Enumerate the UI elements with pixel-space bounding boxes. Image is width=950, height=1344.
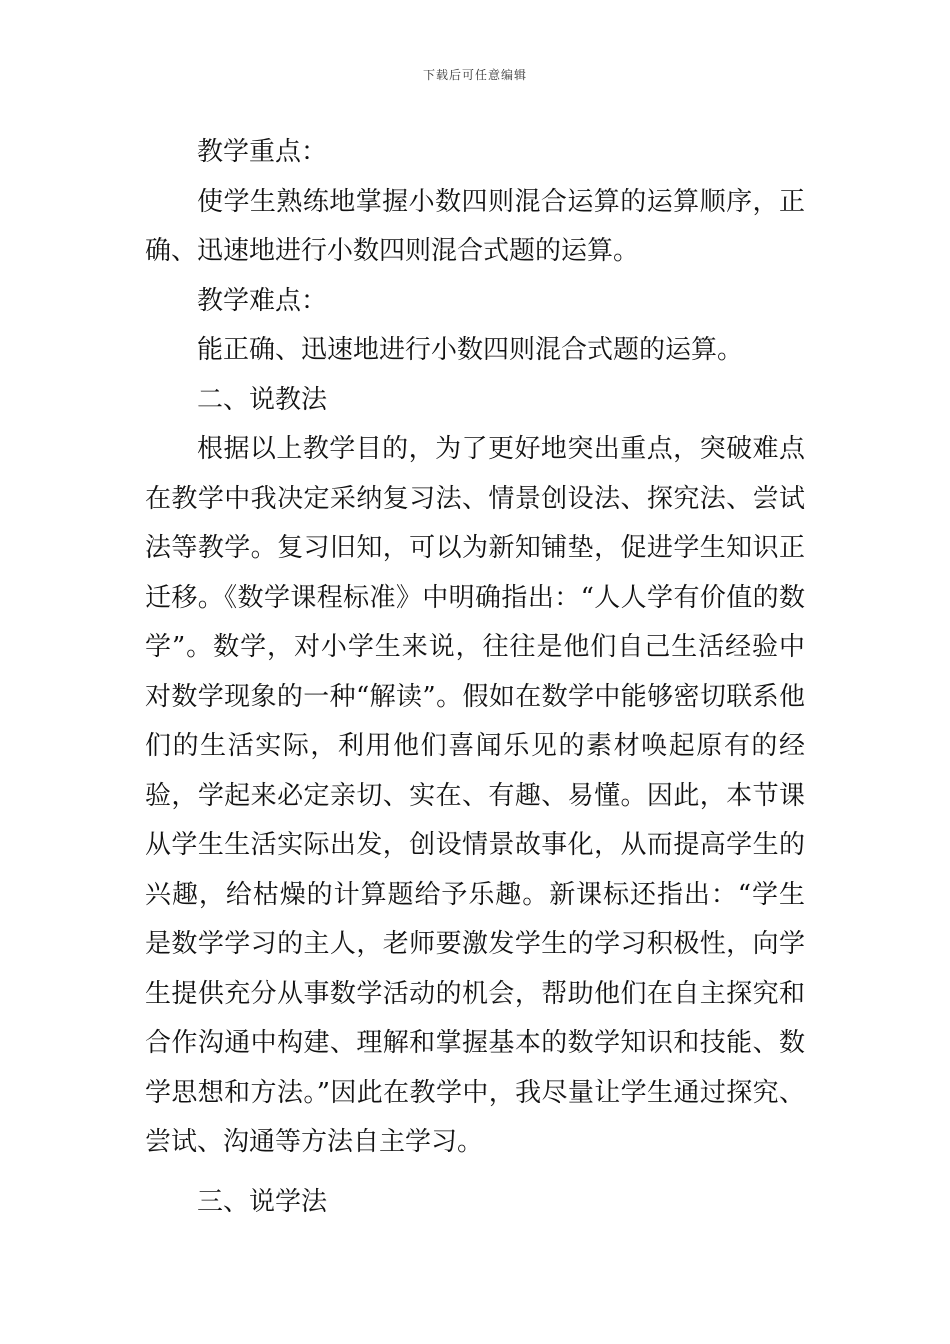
page-header: 下载后可任意编辑 xyxy=(422,68,527,82)
heading-teaching-difficulty: 教学难点： xyxy=(197,285,328,316)
heading-teaching-method: 二、说教法 xyxy=(197,384,328,415)
paragraph-teaching-method: 根据以上教学目的，为了更好地突出重点，突破难点在教学中我决定采纳复习法、情景创设法、探究法、尝试法等教学。复习旧知，可以为新知铺垫，促进学生知识正迁移。《数学课程标准》中明确指出：“人人学有价值的数学”。数学，对小学生来说，往往是他们自己生活经验中对数学现象的一种“解读”。假如在数学中能够密切联系他们的生活实际，利用他们喜闻乐见的素材唤起原有的经验，学起来必定亲切、实在、有趣、易懂。因此，本节课从学生生活实际出发，创设情景故事化，从而提高学生的兴趣，给枯燥的计算题给予乐趣。新课标还指出：“学生是数学学习的主人，老师要激发学生的学习积极性，向学生提供充分从事数学活动的机会，帮助他们在自主探究和合作沟通中构建、理解和掌握基本的数学知识和技能、数学思想和方法。”因此在教学中，我尽量让学生通过探究、尝试、沟通等方法自主学习。 xyxy=(145,434,805,1157)
paragraph-teaching-focus: 使学生熟练地掌握小数四则混合运算的运算顺序，正确、迅速地进行小数四则混合式题的运算。 xyxy=(145,186,805,266)
heading-teaching-focus: 教学重点： xyxy=(197,137,328,167)
heading-learning-method: 三、说学法 xyxy=(197,1186,328,1217)
paragraph-teaching-difficulty: 能正确、迅速地进行小数四则混合式题的运算。 xyxy=(197,335,744,365)
document-body xyxy=(145,128,805,1227)
